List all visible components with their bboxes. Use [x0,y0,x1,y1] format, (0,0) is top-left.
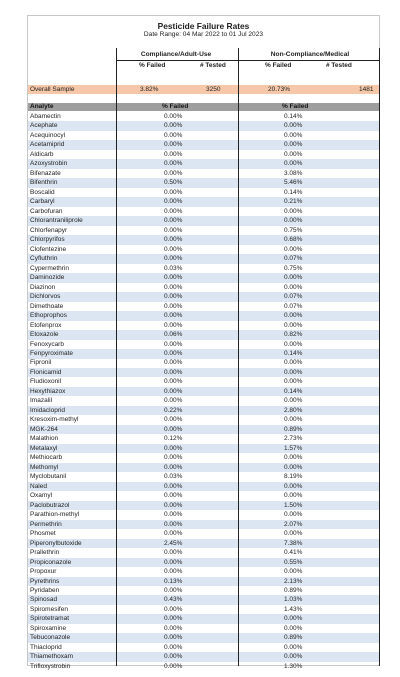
compliance-pct: 0.00% [164,188,183,196]
noncompliance-pct: 0.00% [284,150,303,158]
table-row [28,586,379,596]
table-row [28,330,379,340]
analyte-name: Aldicarb [30,150,54,158]
compliance-pct: 0.00% [164,340,183,348]
compliance-pct: 0.00% [164,501,183,509]
analyte-name: Tebuconazole [30,634,71,642]
analyte-name: Azoxystrobin [30,160,68,168]
analyte-name: Phosmet [30,530,56,538]
analyte-name: Thiamethoxam [30,653,73,661]
compliance-pct: 0.43% [164,596,183,604]
table-row [28,444,379,454]
compliance-pct: 0.00% [164,511,183,519]
noncompliance-pct: 0.00% [284,274,303,282]
analyte-name: Fenpyroximate [30,350,73,357]
compliance-pct: 0.00% [164,169,183,177]
noncompliance-pct: 0.00% [284,359,303,367]
noncompliance-pct: 0.00% [284,463,303,471]
compliance-pct: 0.00% [164,520,183,528]
compliance-pct: 0.00% [164,662,183,670]
compliance-pct: 0.00% [164,350,183,357]
analyte-name: Spiromesifen [30,605,68,613]
compliance-pct: 0.13% [164,577,183,585]
header-analyte: Analyte [30,103,54,110]
noncompliance-pct: 1.30% [284,662,303,670]
analyte-name: Propiconazole [30,558,72,566]
noncompliance-pct: 8.19% [284,473,303,481]
table-row [28,662,379,672]
noncompliance-pct: 2.07% [284,520,303,528]
table-row [28,207,379,217]
compliance-pct: 0.00% [164,122,183,130]
compliance-pct: 0.00% [164,283,183,291]
compliance-pct: 0.03% [164,473,183,481]
header-compliance-pct: % Failed [162,103,189,110]
compliance-pct: 0.00% [164,492,183,500]
table-row [28,188,379,198]
table-row [28,302,379,312]
compliance-pct: 0.22% [164,406,183,414]
compliance-pct: 0.00% [164,207,183,215]
noncompliance-pct: 0.14% [284,113,303,120]
analyte-name: Acequinocyl [30,131,66,139]
noncompliance-pct: 5.46% [284,179,303,187]
noncompliance-pct: 0.75% [284,264,303,272]
noncompliance-pct: 2.80% [284,406,303,414]
date-range: Date Range: 04 Mar 2022 to 01 Jul 2023 [143,31,264,38]
table-row [28,472,379,482]
analyte-name: Hexythiazox [30,387,66,395]
noncompliance-pct: 0.00% [284,416,303,424]
compliance-pct: 0.00% [164,150,183,158]
compliance-pct: 0.00% [164,482,183,490]
analyte-name: Spiroxamine [30,624,67,632]
table-row [28,558,379,568]
table-row [28,434,379,444]
table-header [28,103,379,111]
compliance-pct: 0.00% [164,293,183,301]
analyte-name: Abamectin [30,113,61,120]
noncompliance-pct: 0.00% [284,217,303,225]
table-row [28,491,379,501]
analyte-name: Naled [30,482,47,490]
analyte-name: Imidacloprid [30,406,66,414]
compliance-pct: 0.00% [164,226,183,234]
noncompliance-pct: 1.03% [284,596,303,604]
table-row [28,273,379,283]
noncompliance-pct: 0.00% [284,653,303,661]
compliance-pct: 0.03% [164,264,183,272]
analyte-name: Etofenprox [30,321,62,329]
table-row [28,169,379,179]
noncompliance-pct: 0.55% [284,558,303,566]
compliance-pct: 0.00% [164,245,183,253]
table-row [28,482,379,492]
analyte-name: Parathion-methyl [30,511,80,519]
compliance-pct: 0.00% [164,624,183,632]
noncompliance-pct: 0.00% [284,530,303,538]
table-row [28,463,379,473]
table-row [28,254,379,264]
noncompliance-pct: 0.21% [284,198,303,206]
table-row [28,520,379,530]
table-row [28,197,379,207]
overall-sample-row [28,85,379,94]
noncompliance-pct: 0.00% [284,624,303,632]
analyte-name: Diazinon [30,283,56,291]
table-row [28,131,379,141]
analyte-name: Chlorantraniliprole [30,217,83,225]
analyte-name: Cypermethrin [30,264,70,272]
table-row [28,311,379,321]
noncompliance-pct: 0.07% [284,255,303,263]
table-row [28,633,379,643]
noncompliance-pct: 0.00% [284,207,303,215]
noncompliance-pct: 0.00% [284,511,303,519]
compliance-pct-subheader: % Failed [139,62,166,69]
analyte-name: Spirotetramat [30,615,70,623]
table-row [28,178,379,188]
compliance-pct: 0.00% [164,217,183,225]
table-row [28,396,379,406]
compliance-pct: 0.00% [164,634,183,642]
compliance-pct: 0.00% [164,378,183,386]
analyte-name: Acephate [30,122,58,130]
analyte-name: Malathion [30,435,59,443]
analyte-name: Chlorpyrifos [30,236,65,244]
noncompliance-pct: 0.14% [284,188,303,196]
analyte-name: Fenoxycarb [30,340,64,348]
noncompliance-pct: 0.00% [284,492,303,500]
compliance-pct: 0.00% [164,416,183,424]
table-row [28,235,379,245]
analyte-name: Oxamyl [30,492,53,500]
table-row [28,349,379,359]
noncompliance-pct: 0.00% [284,245,303,253]
compliance-pct: 0.00% [164,368,183,376]
noncompliance-pct: 0.82% [284,331,303,339]
analyte-name: Etoxazole [30,331,59,339]
noncompliance-pct: 0.00% [284,340,303,348]
noncompliance-pct: 0.00% [284,131,303,139]
table-row [28,121,379,131]
table-row [28,245,379,255]
table-row [28,283,379,293]
noncompliance-pct: 0.41% [284,549,303,557]
compliance-pct: 0.00% [164,198,183,206]
table-row [28,112,379,122]
noncompliance-pct: 0.75% [284,226,303,234]
noncompliance-pct: 0.00% [284,321,303,329]
table-row [28,226,379,236]
compliance-pct: 0.00% [164,643,183,651]
compliance-pct: 0.00% [164,141,183,149]
analyte-name: Acetamiprid [30,141,65,149]
compliance-pct: 0.00% [164,312,183,320]
analyte-name: Permethrin [30,520,62,528]
compliance-pct: 0.00% [164,463,183,471]
analyte-name: Propoxur [30,568,57,576]
header-noncompliance-pct: % Failed [282,103,309,110]
noncompliance-pct: 0.89% [284,587,303,594]
compliance-pct: 0.00% [164,236,183,244]
noncompliance-pct: 2.13% [284,577,303,585]
compliance-pct: 0.12% [164,435,183,443]
noncompliance-pct: 0.00% [284,378,303,386]
noncompliance-group-header: Non-Compliance/Medical [270,51,350,58]
compliance-pct: 0.00% [164,274,183,282]
table-row [28,605,379,615]
compliance-pct: 0.00% [164,444,183,452]
analyte-name: Fludioxonil [30,378,62,386]
analyte-name: Pyrethrins [30,577,60,585]
analyte-name: MGK-264 [30,425,58,433]
noncompliance-pct: 0.00% [284,615,303,623]
noncompliance-pct: 7.38% [284,539,303,547]
table-row [28,643,379,653]
table-row [28,159,379,169]
noncompliance-pct: 0.07% [284,293,303,301]
noncompliance-pct: 0.00% [284,141,303,149]
table-row [28,624,379,634]
compliance-pct: 0.00% [164,568,183,576]
analyte-name: Thiacloprid [30,643,62,651]
noncompliance-pct: 0.00% [284,482,303,490]
noncompliance-pct: 1.57% [284,444,303,452]
table-row [28,340,379,350]
compliance-pct: 0.00% [164,454,183,462]
column-divider-middle [238,48,239,666]
table-row [28,140,379,150]
noncompliance-pct: 0.00% [284,568,303,576]
compliance-tested-subheader: # Tested [200,62,226,69]
compliance-pct: 0.00% [164,615,183,623]
analyte-name: Boscalid [30,188,55,196]
compliance-pct: 0.00% [164,549,183,557]
analyte-name: Bifenthrin [30,179,58,187]
table-row [28,368,379,378]
compliance-group-header: Compliance/Adult-Use [140,51,212,58]
analyte-name: Pyridaben [30,587,60,594]
table-row [28,577,379,587]
compliance-pct: 0.00% [164,587,183,594]
noncompliance-pct: 0.00% [284,122,303,130]
overall-compliance-tested: 3250 [206,86,221,93]
compliance-pct: 2.45% [164,539,183,547]
compliance-pct: 0.00% [164,255,183,263]
column-divider-right [379,48,380,666]
noncompliance-pct: 0.14% [284,350,303,357]
analyte-name: Imazalil [30,397,53,405]
noncompliance-pct-subheader: % Failed [265,62,292,69]
analyte-name: Carbaryl [30,198,55,206]
compliance-pct: 0.00% [164,302,183,310]
analyte-name: Ethoprophos [30,312,67,320]
noncompliance-pct: 0.07% [284,302,303,310]
analyte-name: Bifenazate [30,169,61,177]
report-title: Pesticide Failure Rates [157,21,250,31]
compliance-pct: 0.06% [164,331,183,339]
noncompliance-pct: 0.00% [284,368,303,376]
noncompliance-pct: 0.00% [284,312,303,320]
noncompliance-pct: 0.00% [284,283,303,291]
noncompliance-pct: 0.68% [284,236,303,244]
table-row [28,150,379,160]
table-row [28,548,379,558]
noncompliance-pct: 0.89% [284,634,303,642]
analyte-name: Flonicamid [30,368,62,376]
analyte-name: Clofentezine [30,245,67,253]
table-row [28,501,379,511]
noncompliance-pct: 2.73% [284,435,303,443]
table-row [28,510,379,520]
table-row [28,406,379,416]
noncompliance-pct: 3.08% [284,169,303,177]
compliance-pct: 0.00% [164,113,183,120]
overall-compliance-pct: 3.82% [140,86,159,93]
table-row [28,264,379,274]
table-row [28,425,379,435]
overall-noncompliance-pct: 20.73% [268,86,291,93]
compliance-pct: 0.00% [164,321,183,329]
noncompliance-tested-subheader: # Tested [326,62,352,69]
noncompliance-pct: 1.50% [284,501,303,509]
analyte-name: Methomyl [30,463,59,471]
noncompliance-pct: 0.00% [284,160,303,168]
analyte-name: Methiocarb [30,454,63,462]
noncompliance-pct: 0.14% [284,387,303,395]
table-row [28,567,379,577]
table-row [28,595,379,605]
analyte-name: Fipronil [30,359,52,367]
report-page [27,15,380,670]
compliance-pct: 0.00% [164,605,183,613]
table-row [28,358,379,368]
compliance-pct: 0.00% [164,425,183,433]
overall-label: Overall Sample [30,86,75,93]
table-row [28,453,379,463]
analyte-name: Kresoxim-methyl [30,416,79,424]
analyte-name: Prallethrin [30,549,60,557]
noncompliance-pct: 0.00% [284,397,303,405]
compliance-pct: 0.00% [164,653,183,661]
noncompliance-pct: 0.00% [284,643,303,651]
column-divider-left [116,48,117,666]
table-row [28,387,379,397]
analyte-name: Cyfluthrin [30,255,58,263]
compliance-pct: 0.00% [164,359,183,367]
analyte-name: Dichlorvos [30,293,61,301]
compliance-pct: 0.00% [164,387,183,395]
table-row [28,539,379,549]
analyte-name: Metalaxyl [30,444,58,452]
noncompliance-pct: 0.00% [284,454,303,462]
table-row [28,529,379,539]
analyte-name: Myclobutanil [30,473,67,481]
analyte-name: Trifloxystrobin [30,662,71,670]
compliance-pct: 0.00% [164,131,183,139]
analyte-name: Daminozide [30,274,65,282]
compliance-pct: 0.50% [164,179,183,187]
analyte-name: Spinosad [30,596,58,604]
table-row [28,292,379,302]
table-row [28,321,379,331]
group-underline [116,60,380,61]
analyte-name: Dimethoate [30,302,64,310]
compliance-pct: 0.00% [164,160,183,168]
table-row [28,377,379,387]
table-row [28,614,379,624]
compliance-pct: 0.00% [164,558,183,566]
compliance-pct: 0.00% [164,530,183,538]
noncompliance-pct: 1.43% [284,605,303,613]
table-row [28,216,379,226]
analyte-name: Paclobutrazol [30,501,70,509]
noncompliance-pct: 0.89% [284,425,303,433]
table-row [28,415,379,425]
compliance-pct: 0.00% [164,397,183,405]
analyte-name: Chlorfenapyr [30,226,68,234]
analyte-name: Carbofuran [30,207,63,215]
table-row [28,652,379,662]
analyte-name: Piperonylbutoxide [30,539,82,547]
overall-noncompliance-tested: 1481 [359,86,374,93]
